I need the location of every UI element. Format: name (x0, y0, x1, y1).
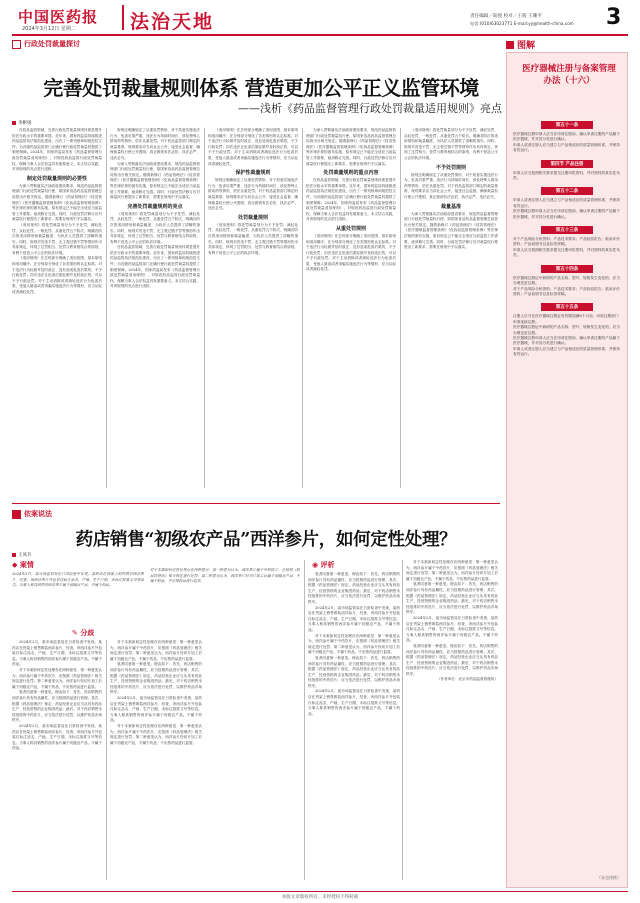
qa-text: 申请人应当按照相关要求提交注册申报资料，并对资料的真实性负责。 (513, 247, 620, 258)
qa-text: 医疗器械注册证中载明的产品名称、型号、规格发生变化的，应当办理变更注册。 (513, 325, 620, 335)
small-head: 保护性裁量规则 (235, 170, 271, 177)
subheadline: ——浅析《药品监督管理行政处罚裁量适用规则》亮点 (238, 102, 502, 115)
kicker-tag (12, 508, 52, 520)
section-rule (12, 503, 500, 504)
sidebar-label: 图解 (506, 38, 535, 51)
masthead-rule (12, 34, 628, 36)
subhead: 完善处罚裁量规则的亮点 (127, 203, 183, 210)
subhead: 制定处罚裁量规则的必要性 (26, 175, 87, 182)
case-note: 对于本案如何定性处理存在两种意见：第一种意见认为，西洋参片属于中药饮片，应按照《药品管理法》相关规定进行处罚；第二种意见认为，西洋参片经切片加工后属于初级农产品，不属于药品，不应按药品进行监管。 (150, 568, 300, 584)
qa-head: 第五十二条 (541, 187, 593, 195)
qa-list (513, 115, 621, 358)
headline: 药店销售“初级农产品”西洋参片，如何定性处理？ (75, 530, 457, 550)
qa-text: 医疗器械注册证中载明的产品名称、型号、规格发生变化的，应当办理变更注册。 (513, 275, 620, 286)
qa-text: 对于产品风险分析资料；产品技术要求；产品检验报告；临床评价资料；产品说明书以及标签样稿。 (513, 237, 620, 247)
paragraph: 对于本案如何定性处理存在两种意见：第一种意见认为，西洋参片属于中药饮片，应按照《药品管理法》相关规定进行处罚；第二种意见认为，西洋参片经切片加工后属于初级农产品，不属于药品，不应按药品进行监管。 (308, 633, 400, 655)
paragraph: 对于本案如何定性处理存在两种意见：第一种意见认为，西洋参片属于中药饮片，应按照《药品管理法》相关规定进行处罚；第二种意见认为，西洋参片经切片加工后属于初级农产品，不属于药品，不应按药品进行监管。 (12, 667, 102, 689)
sidebar (506, 38, 628, 888)
card-header (507, 53, 627, 111)
qa-head: 第五十五条 (541, 303, 593, 311)
qa-text: 医疗器械注册申请人应当在申请注册前，确认申请注册的产品属于医疗器械，并对其分类进行确认。 (513, 209, 620, 219)
paragraph: 2024年2月，某市场监管局在日常检查中发现，某药店在货架上销售散装西洋参片，经查，该西洋参片外包装仅标注品名、产地、生产日期，未标注批准文号等信息。当事人称其销售的西洋参片属于初级农产品，不属于药品。 (308, 689, 400, 716)
article1-col-4 (306, 128, 396, 490)
subhead: 处罚裁量规则的重点内容 (323, 170, 379, 177)
column-divider (106, 128, 107, 488)
column-divider (402, 560, 403, 880)
paragraph: 《适用规则》将处罚裁量划分为不予处罚、减轻处罚、从轻处罚、一般处罚、从重处罚五个阶次，明确各阶次的适用情形和裁量幅度，为执法人员提供了清晰的指引。同时，规则对首违不罚、无主观过错不罚等情形作出具体规定，体现了过罚相当、处罚与教育相结合的原则，有利于营造公平公正的执法环境。 (404, 128, 498, 160)
editor-line: 责任编辑／陆悦 校对／王萌 王珊平 (470, 14, 542, 19)
kicker-text: 依案说法 (24, 510, 52, 518)
paragraph: 对于本案如何定性处理存在两种意见：第一种意见认为，西洋参片属于中药饮片，应按照《药品管理法》相关规定进行处罚；第二种意见认为，西洋参片经切片加工后属于初级农产品，不属于药品，不应按药品进行监管。 (406, 560, 498, 581)
headline: 完善处罚裁量规则体系 营造更加公平正义监管环境 (43, 76, 479, 100)
paragraph: 2024年2月，某市场监管局在日常检查中发现，某药店在货架上销售散装西洋参片，经查，该西洋参片外包装仅标注品名、产地、生产日期，未标注批准文号等信息。当事人称其销售的西洋参片属于初级农产品，不属于药品。 (12, 723, 102, 751)
sidebar-credit: （未完待续） (597, 875, 621, 880)
byline-icon (12, 553, 16, 557)
paragraph: 笔者同意第一种意见。理由如下：首先，药店销售的西洋参片具有药品属性，应当按照药品进行管理；其次，根据《药品管理法》规定，药品经营企业应当从具有药品生产、经营资格的企业购进药品；最后，对于药店销售未经批准的中药饮片，应当依法进行处罚，以维护药品市场秩序。 (406, 582, 498, 615)
paragraph: 《适用规则》在总则部分明确了适用范围、基本原则和适用顺序，在分则部分细化了各类情形的认定标准。对于违法行为轻微并及时改正、没有造成危害后果的，不予行政处罚；初次违法且危害后果轻微并及时改正的，可以不予行政处罚。对于主动消除或者减轻违法行为危害后果、受他人胁迫或者诱骗实施违法行为等情形，应当从轻或者减轻处罚。 (208, 128, 298, 166)
paragraph: 2024年2月，某市场监管局在日常检查中发现，某药店在货架上销售散装西洋参片，经查，该西洋参片外包装仅标注品名、产地、生产日期，未标注批准文号等信息。当事人称其销售的西洋参片属于初级农产品，不属于药品。 (12, 640, 102, 667)
qa-text: 申请人或者注册人应当建立与产品相适应的质量管理体系，并保持有效运行。 (513, 346, 620, 357)
article1-col-1 (12, 128, 102, 490)
dispute-icon: ✎ (72, 629, 81, 637)
card-title: 医疗器械注册与备案管理办法（十六） (522, 64, 616, 86)
paragraph: 为深入贯彻落实法治政府建设要求，规范药品监督管理部门行政处罚裁量权行使，原国家食品药品监督管理总局曾出台相关规定。随着新修订《药品管理法》《疫苗管理法》《医疗器械监督管理条例》《化妆品监督管理条例》等法律法规的颁布实施，原有规定已不能完全适应当前监管工作需要，亟须修订完善。同时，行政处罚法修订后对裁量权行使提出了新要求，需要在规则中予以落实。 (110, 161, 200, 200)
masthead (0, 0, 640, 36)
qa-text: 医疗器械注册申请人应当在申请注册前，确认申请注册的产品属于医疗器械，并对其分类进行确认。 (513, 335, 620, 346)
qa-text: 医疗器械注册申请人应当在申请注册前，确认申请注册的产品属于医疗器械，并对其分类进行确认。 (513, 132, 620, 142)
section-title: 法治天地 (130, 11, 215, 33)
divider-bar (122, 5, 124, 30)
small-head: 处罚裁量规则 (237, 214, 268, 221)
contact-line: 电话:(010)63023771 E-mail:yy@health-china.com (470, 21, 574, 26)
footer-note: 本版文章版权所有，未经授权不得转载 (281, 895, 359, 900)
paragraph: 对于本案如何定性处理存在两种意见：第一种意见认为，西洋参片属于中药饮片，应按照《药品管理法》相关规定进行处罚；第二种意见认为，西洋参片经切片加工后属于初级农产品，不属于药品，不应按药品进行监管。 (110, 723, 202, 745)
paragraph: 为深入贯彻落实法治政府建设要求，规范药品监督管理部门行政处罚裁量权行使，原国家食品药品监督管理总局曾出台相关规定。随着新修订《药品管理法》《疫苗管理法》《医疗器械监督管理条例》《化妆品监督管理条例》等法律法规的颁布实施，原有规定已不能完全适应当前监管工作需要，亟须修订完善。同时，行政处罚法修订后对裁量权行使提出了新要求，需要在规则中予以落实。 (404, 211, 498, 250)
small-head: 从重处罚规则 (335, 225, 366, 232)
paragraph: 为深入贯彻落实法治政府建设要求，规范药品监督管理部门行政处罚裁量权行使，原国家食品药品监督管理总局曾出台相关规定。随着新修订《药品管理法》《疫苗管理法》《医疗器械监督管理条例》《化妆品监督管理条例》等法律法规的颁布实施，原有规定已不能完全适应当前监管工作需要，亟须修订完善。同时，行政处罚法修订后对裁量权行使提出了新要求，需要在规则中予以落实。 (12, 183, 102, 222)
qa-text: 申请人或者注册人应当建立与产品相适应的质量管理体系，并保持有效运行。 (513, 142, 620, 153)
case-label: ◆ 案情 (12, 561, 34, 569)
case-box (12, 560, 144, 624)
paragraph: 笔者同意第一种意见。理由如下：首先，药店销售的西洋参片具有药品属性，应当按照药品进行管理；其次，根据《药品管理法》规定，药品经营企业应当从具有药品生产、经营资格的企业购进药品；最后，对于药店销售未经批准的中药饮片，应当依法进行处罚，以维护药品市场秩序。 (12, 690, 102, 723)
paragraph: 规则还明确规定了从重处罚情形，对于故意实施违法行为、危害后果严重、违法行为持续时间长、涉及特殊人群用药等情形，依法从重处罚。对于药品监管部门制定的裁量基准，规则要求应当向社会公开，接受社会监督，确保裁量权行使公开透明，真正做到有法必依、执法必严、违法必究。 (404, 172, 498, 199)
paragraph: 2024年2月，某市场监管局在日常检查中发现，某药店在货架上销售散装西洋参片，经查，该西洋参片外包装仅标注品名、产地、生产日期，未标注批准文号等信息。当事人称其销售的西洋参片属于初级农产品，不属于药品。 (406, 615, 498, 643)
byline: 王凤升 (12, 552, 32, 558)
sidebar-label-icon (506, 41, 514, 49)
kicker-icon (12, 40, 21, 49)
paragraph: 《适用规则》在总则部分明确了适用范围、基本原则和适用顺序，在分则部分细化了各类情形的认定标准。对于违法行为轻微并及时改正、没有造成危害后果的，不予行政处罚；初次违法且危害后果轻微并及时改正的，可以不予行政处罚。对于主动消除或者减轻违法行为危害后果、受他人胁迫或者诱骗实施违法行为等情形，应当从轻或者减轻处罚。 (12, 256, 102, 295)
paragraph: 在药品监管领域，完善行政处罚裁量规则体系是提升依法行政水平的重要举措。近年来，国家药监局持续推进药品监管执法规范化建设，出台了一系列规章和规范性文件，为各级药品监管部门正确行使行政处罚裁量权提供了制度保障。2024年，国家药监局发布《药品监督管理行政处罚裁量适用规则》，对规范药品监管行政处罚裁量权、保障当事人合法权益具有重要意义。本文结合实践，对该规则的亮点进行浅析。 (12, 128, 102, 172)
paragraph: 2024年2月，某市场监管局在日常检查中发现，某药店在货架上销售散装西洋参片，经查，该西洋参片外包装仅标注品名、产地、生产日期，未标注批准文号等信息。当事人称其销售的西洋参片属于初级农产品，不属于药品。 (308, 605, 400, 632)
qa-text: 申请人应当按照相关要求提交注册申报资料，并对资料的真实性负责。 (513, 170, 620, 181)
qa-text: 对于产品风险分析资料；产品技术要求；产品检验报告；临床评价资料；产品说明书以及标签样稿。 (513, 286, 620, 296)
paragraph: 《适用规则》将处罚裁量划分为不予处罚、减轻处罚、从轻处罚、一般处罚、从重处罚五个阶次，明确各阶次的适用情形和裁量幅度，为执法人员提供了清晰的指引。同时，规则对首违不罚、无主观过错不罚等情形作出具体规定，体现了过罚相当、处罚与教育相结合的原则，有利于营造公平公正的执法环境。 (208, 222, 298, 255)
qa-head: 第五十一条 (541, 121, 593, 129)
date-line: 2024年3月12日 星期二 (22, 26, 76, 32)
page-number: 3 (606, 5, 622, 30)
case-icon: ◆ (12, 561, 20, 569)
qa-head: 第四节 产品注册 (541, 160, 593, 168)
paragraph: 笔者同意第一种意见。理由如下：首先，药店销售的西洋参片具有药品属性，应当按照药品进行管理；其次，根据《药品管理法》规定，药品经营企业应当从具有药品生产、经营资格的企业购进药品；最后，对于药店销售未经批准的中药饮片，应当依法进行处罚，以维护药品市场秩序。 (406, 643, 498, 676)
paragraph: 对于本案如何定性处理存在两种意见：第一种意见认为，西洋参片属于中药饮片，应按照《药品管理法》相关规定进行处罚；第二种意见认为，西洋参片经切片加工后属于初级农产品，不属于药品，不应按药品进行监管。 (110, 640, 202, 661)
dispute-label: ✎ 分歧 (72, 629, 95, 637)
comment-icon: ◉ (312, 561, 321, 569)
paragraph: 规则还明确规定了从重处罚情形，对于故意实施违法行为、危害后果严重、违法行为持续时间长、涉及特殊人群用药等情形，依法从重处罚。对于药品监管部门制定的裁量基准，规则要求应当向社会公开，接受社会监督，确保裁量权行使公开透明，真正做到有法必依、执法必严、违法必究。 (110, 128, 200, 160)
comment-label: ◉ 评析 (312, 561, 335, 569)
article-2 (12, 508, 500, 888)
small-head: 不予处罚规则 (435, 164, 466, 171)
case-text: 2024年2月，某市场监管局在日常检查中发现，某药店在货架上销售散装西洋参片，经查，该西洋参片外包装仅标注品名、产地、生产日期，未标注批准文号等信息。当事人称其销售的西洋参片属于初级农产品，不属于药品。 (12, 572, 144, 588)
article2-col-2 (110, 640, 202, 882)
byline-icon (12, 121, 16, 125)
small-head: 裁量基准 (440, 203, 461, 210)
footer-rule (12, 891, 628, 892)
paragraph: 《适用规则》在总则部分明确了适用范围、基本原则和适用顺序，在分则部分细化了各类情形的认定标准。对于违法行为轻微并及时改正、没有造成危害后果的，不予行政处罚；初次违法且危害后果轻微并及时改正的，可以不予行政处罚。对于主动消除或者减轻违法行为危害后果、受他人胁迫或者诱骗实施违法行为等情形，应当从轻或者减轻处罚。 (306, 233, 396, 272)
paragraph: 在药品监管领域，完善行政处罚裁量规则体系是提升依法行政水平的重要举措。近年来，国家药监局持续推进药品监管执法规范化建设，出台了一系列规章和规范性文件，为各级药品监管部门正确行使行政处罚裁量权提供了制度保障。2024年，国家药监局发布《药品监督管理行政处罚裁量适用规则》，对规范药品监管行政处罚裁量权、保障当事人合法权益具有重要意义。本文结合实践，对该规则的亮点进行浅析。 (306, 178, 396, 222)
article-1 (12, 38, 500, 498)
paragraph: 为深入贯彻落实法治政府建设要求，规范药品监督管理部门行政处罚裁量权行使，原国家食品药品监督管理总局曾出台相关规定。随着新修订《药品管理法》《疫苗管理法》《医疗器械监督管理条例》《化妆品监督管理条例》等法律法规的颁布实施，原有规定已不能完全适应当前监管工作需要，亟须修订完善。同时，行政处罚法修订后对裁量权行使提出了新要求，需要在规则中予以落实。 (306, 128, 396, 166)
byline: 李彬扬 (12, 120, 32, 126)
article1-col-3 (208, 128, 298, 490)
paragraph: 笔者同意第一种意见。理由如下：首先，药店销售的西洋参片具有药品属性，应当按照药品进行管理；其次，根据《药品管理法》规定，药品经营企业应当从具有药品生产、经营资格的企业购进药品；最后，对于药店销售未经批准的中药饮片，应当依法进行处罚，以维护药品市场秩序。 (308, 655, 400, 688)
paragraph: 2024年2月，某市场监管局在日常检查中发现，某药店在货架上销售散装西洋参片，经查，该西洋参片外包装仅标注品名、产地、生产日期，未标注批准文号等信息。当事人称其销售的西洋参片属于初级农产品，不属于药品。 (110, 695, 202, 723)
paper-logo: 中国医药报 (18, 8, 99, 26)
article1-col-2 (110, 128, 200, 490)
article2-col-1 (12, 640, 102, 882)
author-note: （作者单位：北京市药品监督管理局） (436, 677, 498, 682)
paragraph: 《适用规则》将处罚裁量划分为不予处罚、减轻处罚、从轻处罚、一般处罚、从重处罚五个阶次，明确各阶次的适用情形和裁量幅度，为执法人员提供了清晰的指引。同时，规则对首违不罚、无主观过错不罚等情形作出具体规定，体现了过罚相当、处罚与教育相结合的原则，有利于营造公平公正的执法环境。 (12, 222, 102, 255)
article2-col-3 (308, 572, 400, 882)
kicker-tag (12, 38, 80, 50)
qa-head: 第五十四条 (541, 265, 593, 273)
kicker-text: 行政处罚裁量探讨 (24, 40, 80, 48)
paragraph: 笔者同意第一种意见。理由如下：首先，药店销售的西洋参片具有药品属性，应当按照药品进行管理；其次，根据《药品管理法》规定，药品经营企业应当从具有药品生产、经营资格的企业购进药品；最后，对于药店销售未经批准的中药饮片，应当依法进行处罚，以维护药品市场秩序。 (308, 572, 400, 604)
paragraph: 在药品监管领域，完善行政处罚裁量规则体系是提升依法行政水平的重要举措。近年来，国家药监局持续推进药品监管执法规范化建设，出台了一系列规章和规范性文件，为各级药品监管部门正确行使行政处罚裁量权提供了制度保障。2024年，国家药监局发布《药品监督管理行政处罚裁量适用规则》，对规范药品监管行政处罚裁量权、保障当事人合法权益具有重要意义。本文结合实践，对该规则的亮点进行浅析。 (110, 245, 200, 289)
article1-col-5 (404, 128, 498, 490)
qa-text: 申请人或者注册人应当建立与产品相适应的质量管理体系，并保持有效运行。 (513, 198, 620, 208)
qa-text: 注册人应当在医疗器械注册证有效期届满6个月前，向原注册部门申请延续注册。 (513, 314, 619, 324)
column-divider (400, 128, 401, 488)
paragraph: 规则还明确规定了从重处罚情形，对于故意实施违法行为、危害后果严重、违法行为持续时间长、涉及特殊人群用药等情形，依法从重处罚。对于药品监管部门制定的裁量基准，规则要求应当向社会公开，接受社会监督，确保裁量权行使公开透明，真正做到有法必依、执法必严、违法必究。 (208, 178, 298, 211)
kicker-icon (12, 510, 21, 519)
paragraph: 《适用规则》将处罚裁量划分为不予处罚、减轻处罚、从轻处罚、一般处罚、从重处罚五个阶次，明确各阶次的适用情形和裁量幅度，为执法人员提供了清晰的指引。同时，规则对首违不罚、无主观过错不罚等情形作出具体规定，体现了过罚相当、处罚与教育相结合的原则，有利于营造公平公正的执法环境。 (110, 211, 200, 244)
column-divider (204, 128, 205, 488)
article2-col-4 (406, 560, 498, 882)
column-divider (304, 560, 305, 880)
column-divider (302, 128, 303, 488)
paragraph: 笔者同意第一种意见。理由如下：首先，药店销售的西洋参片具有药品属性，应当按照药品进行管理；其次，根据《药品管理法》规定，药品经营企业应当从具有药品生产、经营资格的企业购进药品；最后，对于药店销售未经批准的中药饮片，应当依法进行处罚，以维护药品市场秩序。 (110, 662, 202, 695)
qa-head: 第五十三条 (541, 226, 593, 234)
illustration-card (506, 52, 628, 888)
column-divider (106, 640, 107, 880)
